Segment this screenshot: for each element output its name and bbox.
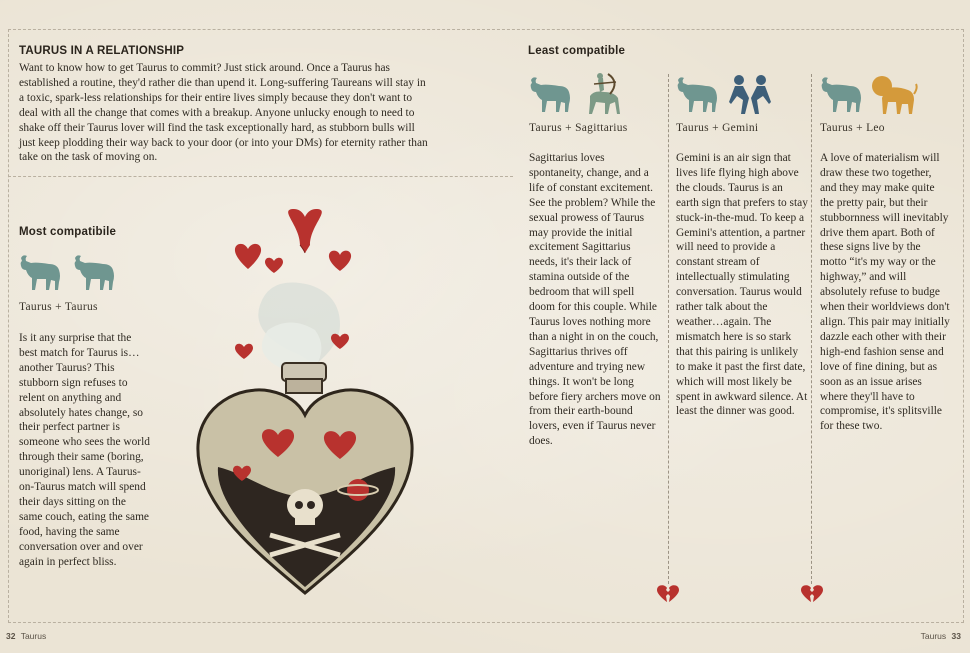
least-pair-3-label: Taurus + Leo <box>820 122 885 134</box>
least-pair-3-text: A love of materialism will draw these two together, and they may make quite the pretty pair, but their stubbornness will inevitably drive them apart. Both of these signs live by the motto “it's my way or the highway,” and will absolutely refuse to budge when their worldviews don't align. This pair may initially dazzle each other with their high-end fashion sense and love of fine dining, but as soon as an issue arises where they'll have to compromise, it's splitsville for these two. <box>820 152 950 433</box>
column-divider-2 <box>811 74 812 584</box>
least-pair-2-label: Taurus + Gemini <box>676 122 759 134</box>
least-pair-1-label: Taurus + Sagittarius <box>529 122 628 134</box>
leo-lion-icon <box>870 74 918 116</box>
broken-heart-icon <box>800 584 824 604</box>
most-compatible-text: Is it any surprise that the best match for Taurus is…another Taurus? This stubborn sign refuses to relent on anything and absolutely hates change, so their perfect partner is someone who sees the world through their same (boring, unoriginal) lens. A Taurus-on-Taurus match will spend their days sitting on the same couch, eating the same food, having the same conversation over and over again in perfect bliss. <box>19 332 150 568</box>
page-number-right: 33 <box>951 631 961 641</box>
relationship-text: Want to know how to get Taurus to commit? Just stick around. Once a Taurus has established a routine, they'd rather die than upend it. Long-suffering Taureans will stay in a toxic, spark-less relationships for their entire lives simply because they don't want to deal with all the change that comes with a breakup. Anyone unlucky enough to need to shake off their Taurus lover will find the task exceptionally hard, as stubborn bulls will just keep plodding their way back to your door (or into your DMs) for eternity rather than take on the task of moving on. <box>19 62 428 164</box>
taurus-bull-icon <box>19 254 63 292</box>
taurus-bull-icon <box>529 76 573 114</box>
most-compatible-title: Most compatibile <box>19 226 117 238</box>
love-potion-bottle <box>190 205 420 600</box>
broken-heart-icon <box>656 584 680 604</box>
least-pair-1-text: Sagittarius loves spontaneity, change, and a life of constant excitement. See the problem? While the sexual prowess of Taurus may provide the initial excitement Sagittarius needs, it's their lack of stamina outside of the bedroom that will spell doom for this couple. While Taurus loves nothing more than a night in on the couch, Sagittarius thrives off adventure and trying new things. It won't be long before fiery archers move on from their earth-bound lovers, even if Taurus never does. <box>529 152 661 448</box>
footer-right-label: Taurus <box>920 631 947 641</box>
gemini-twins-icon <box>727 74 773 116</box>
least-pair-2-text: Gemini is an air sign that lives life flying high above the clouds. Taurus is an earth sign that prefers to stay stuck-in-the-mud. To keep a Gemini's attention, a partner will need to provide a constant stream of intellectually stimulating conversation. Taurus would rather talk about the weather…again. The mismatch here is so stark that this pairing is unlikely to make it past the first date, which will most likely be spent in awkward silence. At least the dinner was good. <box>676 152 808 418</box>
footer-right <box>921 631 964 641</box>
column-divider-1 <box>668 74 669 584</box>
most-compatible-pair: Taurus + Taurus <box>19 301 98 313</box>
page-number-left: 32 <box>6 631 16 641</box>
relationship-title: TAURUS IN A RELATIONSHIP <box>19 45 185 57</box>
taurus-bull-icon <box>73 254 117 292</box>
sagittarius-archer-icon <box>580 72 626 116</box>
footer-left <box>3 631 46 641</box>
taurus-bull-icon <box>820 76 864 114</box>
footer-left-label: Taurus <box>20 631 47 641</box>
section-divider <box>8 176 513 177</box>
least-compatible-title: Least compatible <box>528 45 626 57</box>
taurus-bull-icon <box>676 76 720 114</box>
